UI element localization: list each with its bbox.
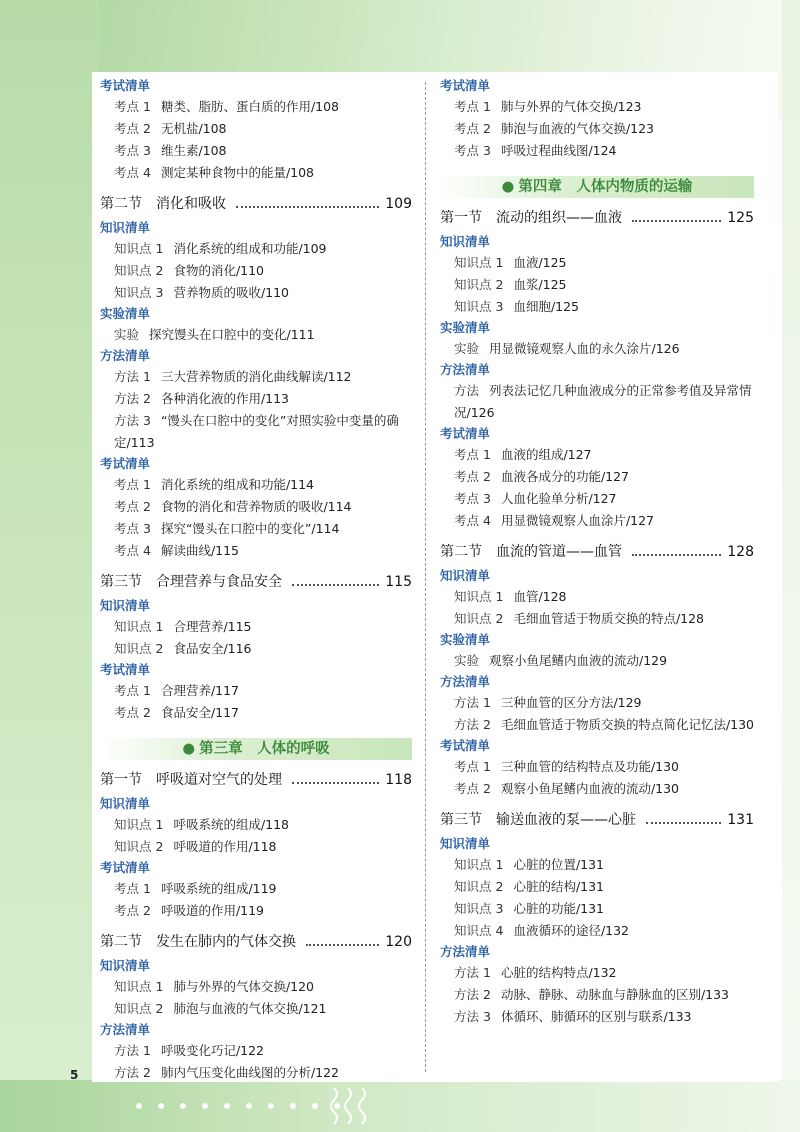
toc-entry[interactable]: [440, 380, 754, 424]
entry-tag: 方法 1: [454, 965, 491, 980]
entry-text: 消化系统的组成和功能/109: [173, 241, 327, 256]
toc-item-list: [440, 586, 754, 630]
section-name: 合理营养与食品安全: [156, 574, 282, 590]
section-number: 第一节: [100, 772, 142, 788]
toc-item-list: [100, 976, 412, 1020]
toc-entry[interactable]: [100, 540, 412, 562]
list-label: 知识清单: [100, 958, 151, 973]
list-label: 知识清单: [100, 796, 151, 811]
entry-text: 肺泡与血液的气体交换/123: [500, 121, 655, 136]
entry-tag: 知识点 1: [114, 619, 164, 634]
entry-tag: 考点 1: [114, 881, 151, 896]
entry-tag: 知识点 1: [114, 979, 164, 994]
section-number: 第二节: [100, 196, 142, 212]
entry-tag: 方法 2: [454, 717, 491, 732]
list-label: 考试清单: [100, 662, 151, 677]
entry-text: 营养物质的吸收/110: [173, 285, 290, 300]
decorative-dots: [136, 1094, 356, 1113]
section-heading[interactable]: [100, 570, 412, 594]
toc-entry[interactable]: [440, 466, 754, 488]
toc-entry[interactable]: [440, 338, 754, 360]
toc-item-list: [100, 324, 412, 346]
entry-text: 毛细血管适于物质交换的特点简化记忆法/130: [500, 717, 755, 732]
list-label: 方法清单: [100, 348, 151, 363]
entry-tag: 知识点 1: [454, 589, 504, 604]
section-heading[interactable]: [440, 206, 754, 230]
section-page-number: 131: [727, 812, 754, 828]
section-page-number: 115: [385, 574, 412, 590]
toc-right-column: [440, 76, 754, 1028]
entry-text: 血液循环的途径/132: [513, 923, 630, 938]
entry-text: 呼吸道的作用/118: [173, 839, 277, 854]
entry-tag: 考点 2: [454, 469, 491, 484]
entry-tag: 知识点 3: [454, 299, 504, 314]
entry-text: 心脏的位置/131: [513, 857, 605, 872]
entry-tag: 考点 3: [454, 491, 491, 506]
section-page-number: 120: [385, 934, 412, 950]
list-label: 实验清单: [100, 306, 151, 321]
list-label: 考试清单: [440, 426, 491, 441]
list-label: 考试清单: [100, 78, 151, 93]
entry-tag: 考点 2: [114, 903, 151, 918]
section-number: 第一节: [440, 210, 482, 226]
section-number: 第三节: [100, 574, 142, 590]
right-margin-gradient: [782, 0, 800, 1132]
entry-tag: 知识点 2: [114, 641, 164, 656]
chapter-heading[interactable]: ● 第三章 人体的呼吸: [100, 738, 412, 760]
entry-tag: 知识点 2: [114, 839, 164, 854]
toc-left-column: [100, 76, 412, 1084]
column-divider: [425, 82, 426, 1072]
toc-entry[interactable]: [440, 756, 754, 778]
toc-entry[interactable]: [440, 510, 754, 532]
section-name: 流动的组织——血液: [496, 210, 622, 226]
entry-text: 呼吸道的作用/119: [160, 903, 265, 918]
toc-entry[interactable]: [440, 444, 754, 466]
section-page-number: 118: [385, 772, 412, 788]
list-label: 知识清单: [100, 220, 151, 235]
entry-text: 肺与外界的气体交换/123: [500, 99, 642, 114]
page-number: 5: [70, 1068, 79, 1082]
toc-entry[interactable]: [100, 976, 412, 998]
toc-item-list: [100, 616, 412, 660]
toc-item-list: [100, 238, 412, 304]
section-name: 血流的管道——血管: [496, 544, 622, 560]
entry-text: 食物的消化/110: [173, 263, 265, 278]
toc-entry[interactable]: [440, 608, 754, 630]
toc-entry[interactable]: [100, 496, 412, 518]
entry-tag: 考点 1: [114, 99, 151, 114]
list-label: 实验清单: [440, 632, 491, 647]
toc-item-list: [100, 1040, 412, 1084]
entry-tag: 考点 2: [114, 499, 151, 514]
toc-entry[interactable]: [100, 260, 412, 282]
toc-item-list: [440, 650, 754, 672]
entry-text: 血浆/125: [513, 277, 567, 292]
entry-text: 合理营养/115: [173, 619, 252, 634]
entry-tag: 考点 1: [454, 447, 491, 462]
entry-tag: 方法 1: [114, 1043, 151, 1058]
entry-text: 人血化验单分析/127: [500, 491, 617, 506]
toc-item-list: [440, 854, 754, 942]
list-label: 知识清单: [440, 568, 491, 583]
entry-tag: 考点 1: [454, 759, 491, 774]
toc-entry[interactable]: [440, 898, 754, 920]
entry-text: 体循环、肺循环的区别与联系/133: [500, 1009, 692, 1024]
dot-leader: [292, 584, 379, 586]
entry-text: 血细胞/125: [513, 299, 580, 314]
list-label: 考试清单: [100, 456, 151, 471]
toc-item-list: [440, 96, 754, 162]
entry-text: 呼吸过程曲线图/124: [500, 143, 617, 158]
toc-entry[interactable]: [100, 900, 412, 922]
entry-text: 动脉、静脉、动脉血与静脉血的区别/133: [500, 987, 730, 1002]
section-name: 输送血液的泵——心脏: [496, 812, 636, 828]
entry-tag: 知识点 1: [454, 857, 504, 872]
toc-entry[interactable]: [440, 586, 754, 608]
entry-tag: 知识点 2: [454, 611, 504, 626]
section-heading[interactable]: [440, 540, 754, 564]
toc-entry[interactable]: [440, 140, 754, 162]
entry-tag: 方法 3: [454, 1009, 491, 1024]
toc-entry[interactable]: [100, 118, 412, 140]
entry-tag: 考点 4: [454, 513, 491, 528]
toc-entry[interactable]: [440, 96, 754, 118]
entry-text: 血液的组成/127: [500, 447, 592, 462]
entry-tag: 知识点 2: [114, 263, 164, 278]
entry-tag: 考点 2: [454, 781, 491, 796]
toc-item-list: [440, 962, 754, 1028]
toc-entry[interactable]: [100, 474, 412, 496]
toc-entry[interactable]: [100, 702, 412, 724]
entry-text: 心脏的结构/131: [513, 879, 605, 894]
toc-entry[interactable]: [440, 876, 754, 898]
entry-text: 用显微镜观察人血的永久涂片/126: [489, 341, 680, 356]
list-label: 实验清单: [440, 320, 491, 335]
entry-text: 列表法记忆几种血液成分的正常参考值及异常情况/126: [454, 383, 752, 420]
entry-tag: 知识点 3: [114, 285, 164, 300]
entry-tag: 考点 3: [454, 143, 491, 158]
toc-item-list: [100, 814, 412, 858]
toc-entry[interactable]: [100, 238, 412, 260]
entry-tag: 考点 1: [454, 99, 491, 114]
list-label: 考试清单: [100, 860, 151, 875]
bullet-dot-icon: ●: [501, 179, 515, 195]
entry-text: 食品安全/116: [173, 641, 252, 656]
entry-tag: 考点 2: [454, 121, 491, 136]
toc-entry[interactable]: [440, 714, 754, 736]
section-heading[interactable]: [100, 930, 412, 954]
entry-text: 观察小鱼尾鳍内血液的流动/129: [489, 653, 668, 668]
toc-item-list: [440, 252, 754, 318]
list-label: 方法清单: [100, 1022, 151, 1037]
section-heading[interactable]: [100, 768, 412, 792]
left-margin-gradient: [0, 0, 98, 1132]
toc-entry[interactable]: [100, 282, 412, 304]
entry-text: 三大营养物质的消化曲线解读/112: [160, 369, 352, 384]
toc-entry[interactable]: [440, 1006, 754, 1028]
entry-text: 肺内气压变化曲线图的分析/122: [160, 1065, 340, 1080]
section-heading[interactable]: [100, 192, 412, 216]
entry-tag: 考点 1: [114, 683, 151, 698]
entry-text: 呼吸系统的组成/119: [160, 881, 277, 896]
toc-item-list: [440, 338, 754, 360]
entry-tag: 方法 2: [454, 987, 491, 1002]
entry-tag: 方法 3: [114, 413, 151, 428]
toc-entry[interactable]: [100, 814, 412, 836]
toc-entry[interactable]: [100, 998, 412, 1020]
entry-tag: 方法 2: [114, 1065, 151, 1080]
toc-entry[interactable]: [440, 920, 754, 942]
dot-leader: [632, 220, 721, 222]
entry-tag: 方法: [454, 383, 480, 398]
entry-text: 食物的消化和营养物质的吸收/114: [160, 499, 352, 514]
toc-entry[interactable]: [100, 638, 412, 660]
toc-entry[interactable]: [100, 366, 412, 388]
entry-tag: 实验: [454, 341, 480, 356]
entry-text: 血液/125: [513, 255, 567, 270]
toc-item-list: [100, 474, 412, 562]
entry-text: 用显微镜观察人血涂片/127: [500, 513, 655, 528]
dot-leader: [646, 822, 721, 824]
entry-tag: 方法 1: [114, 369, 151, 384]
entry-tag: 知识点 1: [114, 817, 164, 832]
section-heading[interactable]: [440, 808, 754, 832]
entry-text: 测定某种食物中的能量/108: [160, 165, 315, 180]
chapter-heading[interactable]: ● 第四章 人体内物质的运输: [440, 176, 754, 198]
entry-text: “馒头在口腔中的变化”对照实验中变量的确定/113: [114, 413, 399, 450]
section-number: 第二节: [100, 934, 142, 950]
toc-entry[interactable]: [100, 162, 412, 184]
entry-text: 肺泡与血液的气体交换/121: [173, 1001, 327, 1016]
list-label: 知识清单: [440, 836, 491, 851]
entry-text: 心脏的结构特点/132: [500, 965, 617, 980]
entry-text: 合理营养/117: [160, 683, 240, 698]
section-page-number: 109: [385, 196, 412, 212]
dot-leader: [306, 944, 379, 946]
toc-entry[interactable]: [440, 692, 754, 714]
toc-entry[interactable]: [440, 778, 754, 800]
entry-tag: 方法 2: [114, 391, 151, 406]
list-label: 方法清单: [440, 674, 491, 689]
entry-tag: 知识点 3: [454, 901, 504, 916]
entry-text: 血液各成分的功能/127: [500, 469, 630, 484]
entry-text: 各种消化液的作用/113: [160, 391, 290, 406]
entry-tag: 实验: [114, 327, 140, 342]
toc-item-list: [440, 444, 754, 532]
section-name: 发生在肺内的气体交换: [156, 934, 296, 950]
entry-text: 观察小鱼尾鳍内血液的流动/130: [500, 781, 680, 796]
toc-entry[interactable]: [440, 274, 754, 296]
entry-tag: 考点 1: [114, 477, 151, 492]
toc-entry[interactable]: [100, 680, 412, 702]
entry-text: 维生素/108: [160, 143, 227, 158]
entry-tag: 考点 2: [114, 705, 151, 720]
toc-entry[interactable]: [100, 96, 412, 118]
toc-item-list: [440, 692, 754, 736]
entry-text: 探究馒头在口腔中的变化/111: [149, 327, 315, 342]
section-page-number: 125: [727, 210, 754, 226]
entry-text: 血管/128: [513, 589, 567, 604]
entry-text: 呼吸变化巧记/122: [160, 1043, 265, 1058]
toc-item-list: [440, 380, 754, 424]
entry-text: 糖类、脂肪、蛋白质的作用/108: [160, 99, 340, 114]
toc-entry[interactable]: [440, 488, 754, 510]
section-number: 第三节: [440, 812, 482, 828]
toc-item-list: [100, 878, 412, 922]
entry-text: 心脏的功能/131: [513, 901, 605, 916]
entry-text: 三种血管的结构特点及功能/130: [500, 759, 680, 774]
entry-tag: 考点 4: [114, 543, 151, 558]
section-name: 消化和吸收: [156, 196, 226, 212]
footer-gradient: [0, 1080, 800, 1132]
toc-entry[interactable]: [440, 296, 754, 318]
list-label: 知识清单: [440, 234, 491, 249]
toc-entry[interactable]: [100, 878, 412, 900]
list-label: 方法清单: [440, 944, 491, 959]
entry-tag: 考点 3: [114, 521, 151, 536]
list-label: 考试清单: [440, 78, 491, 93]
dot-leader: [236, 206, 379, 208]
dot-leader: [292, 782, 379, 784]
list-label: 方法清单: [440, 362, 491, 377]
section-number: 第二节: [440, 544, 482, 560]
entry-text: 无机盐/108: [160, 121, 227, 136]
toc-item-list: [100, 96, 412, 184]
dot-leader: [632, 554, 721, 556]
toc-entry[interactable]: [440, 118, 754, 140]
toc-entry[interactable]: [100, 836, 412, 858]
toc-entry[interactable]: [100, 518, 412, 540]
entry-tag: 知识点 2: [454, 879, 504, 894]
entry-text: 食品安全/117: [160, 705, 240, 720]
entry-tag: 知识点 1: [114, 241, 164, 256]
toc-item-list: [440, 756, 754, 800]
entry-tag: 知识点 2: [114, 1001, 164, 1016]
toc-entry[interactable]: [100, 1040, 412, 1062]
section-name: 呼吸道对空气的处理: [156, 772, 282, 788]
toc-entry[interactable]: [100, 388, 412, 410]
toc-entry[interactable]: [440, 962, 754, 984]
toc-entry[interactable]: [100, 324, 412, 346]
entry-text: 呼吸系统的组成/118: [173, 817, 290, 832]
entry-text: 探究“馒头在口腔中的变化”/114: [160, 521, 340, 536]
entry-tag: 知识点 2: [454, 277, 504, 292]
list-label: 考试清单: [440, 738, 491, 753]
list-label: 知识清单: [100, 598, 151, 613]
entry-text: 消化系统的组成和功能/114: [160, 477, 315, 492]
decorative-wave-icon: [328, 1086, 376, 1126]
toc-item-list: [100, 366, 412, 454]
entry-tag: 知识点 1: [454, 255, 504, 270]
entry-tag: 实验: [454, 653, 480, 668]
toc-entry[interactable]: [100, 410, 412, 454]
entry-tag: 知识点 4: [454, 923, 504, 938]
toc-entry[interactable]: [440, 854, 754, 876]
entry-tag: 方法 1: [454, 695, 491, 710]
entry-text: 肺与外界的气体交换/120: [173, 979, 315, 994]
entry-text: 解读曲线/115: [160, 543, 240, 558]
toc-entry[interactable]: [100, 616, 412, 638]
bullet-dot-icon: ●: [182, 741, 196, 757]
toc-item-list: [100, 680, 412, 724]
section-page-number: 128: [727, 544, 754, 560]
entry-tag: 考点 2: [114, 121, 151, 136]
entry-tag: 考点 3: [114, 143, 151, 158]
entry-text: 毛细血管适于物质交换的特点/128: [513, 611, 705, 626]
entry-text: 三种血管的区分方法/129: [500, 695, 642, 710]
entry-tag: 考点 4: [114, 165, 151, 180]
toc-entry[interactable]: [440, 984, 754, 1006]
toc-entry[interactable]: [100, 1062, 412, 1084]
toc-entry[interactable]: [440, 252, 754, 274]
toc-entry[interactable]: [440, 650, 754, 672]
toc-entry[interactable]: [100, 140, 412, 162]
